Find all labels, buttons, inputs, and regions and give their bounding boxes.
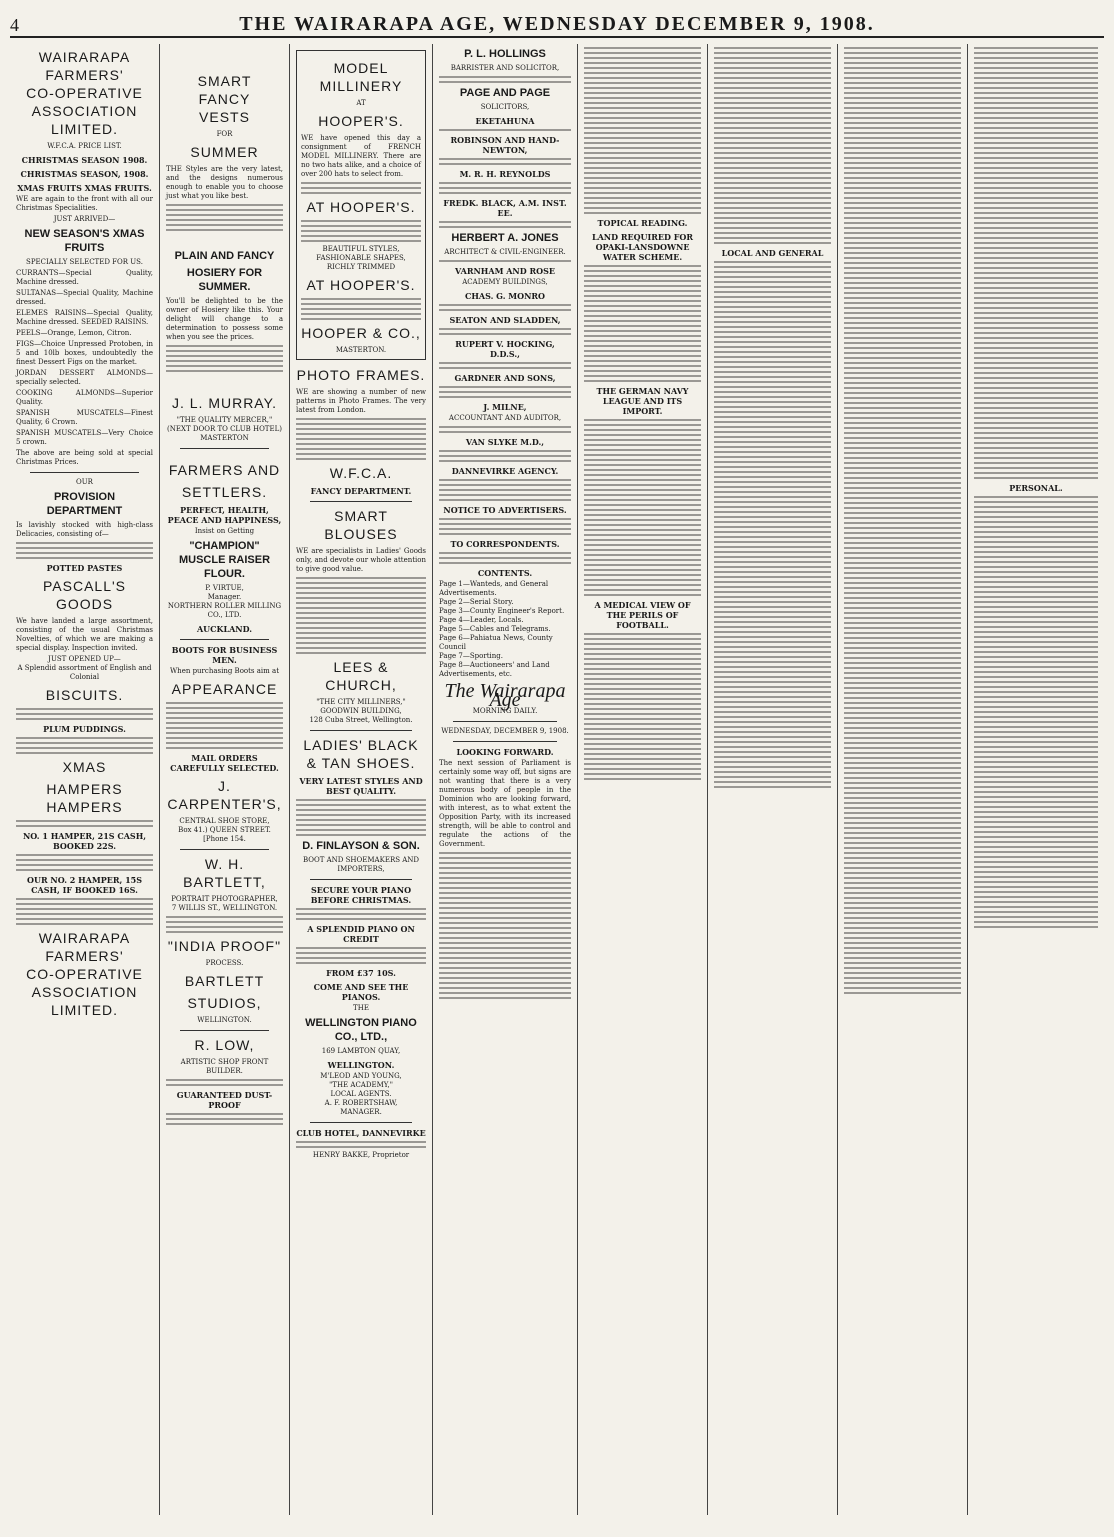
- newspaper-page: [10, 10, 1104, 1515]
- smart-blouses: SMART BLOUSES: [324, 508, 398, 542]
- list-item: ELEMES RAISINS—Special Quality, Machine dressed. SEEDED RAISINS.: [16, 309, 153, 326]
- settlers: SETTLERS.: [181, 484, 268, 500]
- list-item: JORDAN DESSERT ALMONDS—specially selected.: [16, 369, 153, 386]
- j-carpenters: J. CARPENTER'S,: [167, 778, 282, 812]
- prices-note: The above are being sold at special Christmas Prices.: [16, 449, 153, 466]
- potted-pastes: POTTED PASTES: [46, 563, 123, 573]
- list-item: SPANISH MUSCATELS—Finest Quality, 6 Crown.: [16, 409, 153, 426]
- wellington-piano-co: WELLINGTON PIANO CO., LTD.,: [305, 1017, 417, 1043]
- new-season-fruits: NEW SEASON'S XMAS FRUITS: [24, 228, 145, 254]
- champion-flour: "CHAMPION" MUSCLE RAISER FLOUR.: [178, 540, 271, 580]
- pascalls-goods: PASCALL'S GOODS: [42, 578, 126, 612]
- contents-heading: CONTENTS.: [477, 568, 533, 578]
- column-4: P. L. HOLLINGS BARRISTER AND SOLICITOR, PAGE AND PAGE SOLICITORS, EKETAHUNA ROBINSON AND HAND-NEWTON, M. R. H. REYNOLDS FREDK. BLACK, A.M. INST. EE. HERBERT A. JONES ARCHITECT & CIVIL-ENGINEER. VARNHAM AND ROSE ACADEMY BUILDINGS, CHAS. G. MONRO SEATON AND SLADDEN, RUPERT V. HOCKING, D.D.S., GARDNER AND SONS, J. MILNE, ACCOUNTANT AND AUDITOR, VAN SLYKE M.D., DANNEVIRKE AGENCY. NOTICE TO ADVERTISERS. TO CORRESPONDENTS. CONTENTS. Page 1—Wanteds, and General Advertisements. Page 2—Serial Story. Page 3—County Engineer's Report. Page 4—Leader, Locals. Page 5—Cables and Telegrams. Page 6—Pahiatua News, County Council Page 7—Sporting. Page 8—Auctioneers' and Land Advertisements, etc. The Wairarapa Age MORNING DAILY. WEDNESDAY, DECEMBER 9, 1908. LOOKING FORWARD. The next session of Parliament is certainly some way off, but signs are not wanting that there is a very numerous body of people in the Dominion who are looking forward, with interest, as to what extent the Opposition Party, with its increased strength, will be able to control and regulate the actions of the Government.: [433, 44, 578, 1515]
- column-2: SMART FANCY VESTS FOR SUMMER THE Styles are the very latest, and the designs numerous enough to enable you to choose just what you like best. PLAIN AND FANCY HOSIERY FOR SUMMER. You'll be delighted to be the owner of Hosiery like this. Your delight will change to a determination to possess some when you see the prices. J. L. MURRAY. "THE QUALITY MERCER," (NEXT DOOR TO CLUB HOTEL) MASTERTON FARMERS AND SETTLERS. PERFECT, HEALTH, PEACE AND HAPPINESS, Insist on Getting "CHAMPION" MUSCLE RAISER FLOUR. P. VIRTUE, Manager. NORTHERN ROLLER MILLING CO., LTD. AUCKLAND. BOOTS FOR BUSINESS MEN. When purchasing Boots aim at APPEARANCE MAIL ORDERS CAREFULLY SELECTED. J. CARPENTER'S, CENTRAL SHOE STORE, Box 41.) QUEEN STREET. [Phone 154. W. H. BARTLETT, PORTRAIT PHOTOGRAPHER, 7 WILLIS ST., WELLINGTON. "INDIA PROOF" PROCESS. BARTLETT STUDIOS, WELLINGTON. R. LOW, ARTISTIC SHOP FRONT BUILDER. GUARANTEED DUST-PROOF: [160, 44, 290, 1515]
- list-item: Page 4—Leader, Locals.: [439, 616, 524, 624]
- fruit-list: [16, 269, 153, 447]
- smart-fancy-vests: SMART FANCY VESTS: [197, 73, 252, 125]
- model-millinery-ad: MODEL MILLINERY AT HOOPER'S. WE have opened this day a consignment of FRENCH MODEL MILLINERY. There are no two hats alike, and a choice of over 200 hats to select from. AT HOOPER'S. BEAUTIFUL STYLES, FASHIONABLE SHAPES, RICHLY TRIMMED AT HOOPER'S. HOOPER & CO., MASTERTON.: [296, 50, 426, 360]
- hamper-1: NO. 1 HAMPER, 21S CASH, BOOKED 22S.: [22, 831, 147, 851]
- list-item: Page 2—Serial Story.: [439, 598, 514, 606]
- list-item: Page 1—Wanteds, and General Advertisements.: [439, 580, 549, 597]
- notice-to-advertisers: NOTICE TO ADVERTISERS.: [443, 505, 567, 515]
- list-item: Page 6—Pahiatua News, County Council: [439, 634, 553, 651]
- ladies-shoes: LADIES' BLACK & TAN SHOES.: [303, 737, 419, 771]
- p-l-hollings: P. L. HOLLINGS: [464, 48, 546, 60]
- photo-frames: PHOTO FRAMES.: [296, 367, 426, 383]
- leader-heading: LOOKING FORWARD.: [456, 747, 554, 757]
- season-1: CHRISTMAS SEASON 1908.: [21, 155, 148, 165]
- appearance: APPEARANCE: [171, 681, 278, 697]
- xmas-fruits: XMAS FRUITS XMAS FRUITS.: [17, 183, 152, 193]
- specially-selected: SPECIALLY SELECTED FOR US.: [26, 258, 143, 266]
- wfca-org-name-footer: WAIRARAPA FARMERS' CO-OPERATIVE ASSOCIATION LIMITED.: [26, 930, 143, 1018]
- provision-department: PROVISION DEPARTMENT: [46, 491, 123, 517]
- j-l-murray: J. L. MURRAY.: [171, 395, 278, 411]
- list-item: Page 8—Auctioneers' and Land Advertisements, etc.: [439, 661, 550, 678]
- newspaper-title: THE WAIRARAPA AGE, WEDNESDAY DECEMBER 9, 1908.: [239, 13, 875, 35]
- intro-text: WE are again to the front with all our Christmas Specialities.: [16, 195, 153, 212]
- plum-puddings: PLUM PUDDINGS.: [43, 724, 126, 734]
- xmas-label: XMAS: [62, 759, 107, 775]
- list-item: Page 7—Sporting.: [439, 652, 503, 660]
- column-6: [708, 44, 838, 1515]
- column-5: [578, 44, 708, 1515]
- list-item: PEELS—Orange, Lemon, Citron.: [16, 329, 132, 337]
- season-2: CHRISTMAS SEASON, 1908.: [20, 169, 149, 179]
- german-navy-league: THE GERMAN NAVY LEAGUE AND ITS IMPORT.: [596, 386, 689, 416]
- wairarapa-age-masthead: The Wairarapa Age: [444, 680, 566, 711]
- list-item: Page 3—County Engineer's Report.: [439, 607, 565, 615]
- wfca-org-name: WAIRARAPA FARMERS' CO-OPERATIVE ASSOCIATION LIMITED.: [26, 49, 143, 137]
- contents-list: [439, 580, 571, 679]
- d-finlayson: D. FINLAYSON & SON.: [302, 840, 420, 852]
- boots-for-business-men: BOOTS FOR BUSINESS MEN.: [171, 645, 278, 665]
- wfca: W.F.C.A.: [329, 465, 393, 481]
- hampers: HAMPERS HAMPERS: [46, 781, 123, 815]
- list-item: CURRANTS—Special Quality, Machine dressed.: [16, 269, 153, 286]
- list-item: FIGS—Choice Unpressed Protoben, in 5 and 10lb boxes, undoubtedly the finest Dessert Figs on the market.: [16, 340, 153, 366]
- column-1: WAIRARAPA FARMERS' CO-OPERATIVE ASSOCIATION LIMITED. W.F.C.A. PRICE LIST. CHRISTMAS SEASON 1908. CHRISTMAS SEASON, 1908. XMAS FRUITS XMAS FRUITS. WE are again to the front with all our Christmas Specialities. JUST ARRIVED— NEW SEASON'S XMAS FRUITS SPECIALLY SELECTED FOR US. CURRANTS—Special Quality, Machine dressed. SULTANAS—Special Quality, Machine dressed. ELEMES RAISINS—Special Quality, Machine dressed. SEEDED RAISINS. PEELS—Orange, Lemon, Citron. FIGS—Choice Unpressed Protoben, in 5 and 10lb boxes, undoubtedly the finest Dessert Figs on the market. JORDAN DESSERT ALMONDS—specially selected. COOKING ALMONDS—Superior Quality. SPANISH MUSCATELS—Finest Quality, 6 Crown. SPANISH MUSCATELS—Very Choice 5 crown. The above are being sold at special Christmas Prices. OUR PROVISION DEPARTMENT Is lavishly stocked with high-class Delicacies, consisting of— POTTED PASTES PASCALL'S GOODS We have landed a large assortment, consisting of the usual Christmas Novelties, of which we are making a special display. Inspection invited. JUST OPENED UP— A Splendid assortment of English and Colonial BISCUITS. PLUM PUDDINGS. XMAS HAMPERS HAMPERS NO. 1 HAMPER, 21S CASH, BOOKED 22S. OUR NO. 2 HAMPER, 15S CASH, IF BOOKED 16S. WAIRARAPA FARMERS' CO-OPERATIVE ASSOCIATION LIMITED.: [10, 44, 160, 1515]
- lees-and-church: LEES & CHURCH,: [325, 659, 397, 693]
- hosiery-for-summer: HOSIERY FOR SUMMER.: [186, 267, 263, 293]
- topical-reading: TOPICAL READING.: [597, 218, 688, 228]
- dateline: WEDNESDAY, DECEMBER 9, 1908.: [441, 727, 569, 735]
- column-3: MODEL MILLINERY AT HOOPER'S. WE have opened this day a consignment of FRENCH MODEL MILLINERY. There are no two hats alike, and a choice of over 200 hats to select from. AT HOOPER'S. BEAUTIFUL STYLES, FASHIONABLE SHAPES, RICHLY TRIMMED AT HOOPER'S. HOOPER & CO., MASTERTON. PHOTO FRAMES. WE are showing a number of new patterns in Photo Frames. The very latest from London. W.F.C.A. FANCY DEPARTMENT. SMART BLOUSES WE are specialists in Ladies' Goods only, and devote our whole attention to give good value. LEES & CHURCH, "THE CITY MILLINERS," GOODWIN BUILDING, 128 Cuba Street, Wellington. LADIES' BLACK & TAN SHOES. VERY LATEST STYLES AND BEST QUALITY. D. FINLAYSON & SON. BOOT AND SHOEMAKERS AND IMPORTERS, SECURE YOUR PIANO BEFORE CHRISTMAS. A SPLENDID PIANO ON CREDIT FROM £37 10S. COME AND SEE THE PIANOS. THE WELLINGTON PIANO CO., LTD., 169 LAMBTON QUAY, WELLINGTON. M'LEOD AND YOUNG, "THE ACADEMY," LOCAL AGENTS. A. F. ROBERTSHAW, MANAGER. CLUB HOTEL, DANNEVIRKE HENRY BAKKE, Proprietor: [290, 44, 433, 1515]
- list-item: SULTANAS—Special Quality, Machine dressed.: [16, 289, 153, 306]
- bartlett-studios: BARTLETT: [184, 973, 265, 989]
- masthead: [10, 10, 1104, 38]
- page-number: 4: [10, 15, 19, 35]
- leader-text: The next session of Parliament is certainly some way off, but signs are not wanting that there is a very numerous body of people in the Dominion who are looking forward, with interest, as to what extent the Opposition Party, with its increased strength, will be able to control and regulate the actions of the Government.: [439, 759, 571, 848]
- list-item: Page 5—Cables and Telegrams.: [439, 625, 551, 633]
- columns: [10, 44, 1104, 1515]
- list-item: SPANISH MUSCATELS—Very Choice 5 crown.: [16, 429, 153, 446]
- hamper-2: OUR NO. 2 HAMPER, 15S CASH, IF BOOKED 16S.: [27, 875, 142, 895]
- biscuits: BISCUITS.: [45, 687, 124, 703]
- price-list: W.F.C.A. PRICE LIST.: [47, 142, 122, 150]
- column-7: [838, 44, 968, 1515]
- w-h-bartlett: W. H. BARTLETT,: [183, 856, 266, 890]
- land-required: LAND REQUIRED FOR OPAKI-LANSDOWNE WATER SCHEME.: [591, 232, 694, 262]
- column-8: [968, 44, 1104, 1515]
- to-correspondents: TO CORRESPONDENTS.: [450, 539, 560, 549]
- local-and-general: LOCAL AND GENERAL: [721, 248, 824, 258]
- india-proof: "INDIA PROOF": [167, 938, 282, 954]
- summer: SUMMER: [190, 144, 259, 160]
- just-arrived: JUST ARRIVED—: [53, 215, 116, 223]
- farmers-and: FARMERS AND: [168, 462, 281, 478]
- medical-view-football: A MEDICAL VIEW OF THE PERILS OF FOOTBALL.: [594, 600, 691, 630]
- list-item: COOKING ALMONDS—Superior Quality.: [16, 389, 153, 406]
- personal-heading: PERSONAL.: [1009, 483, 1063, 493]
- r-low: R. LOW,: [194, 1037, 255, 1053]
